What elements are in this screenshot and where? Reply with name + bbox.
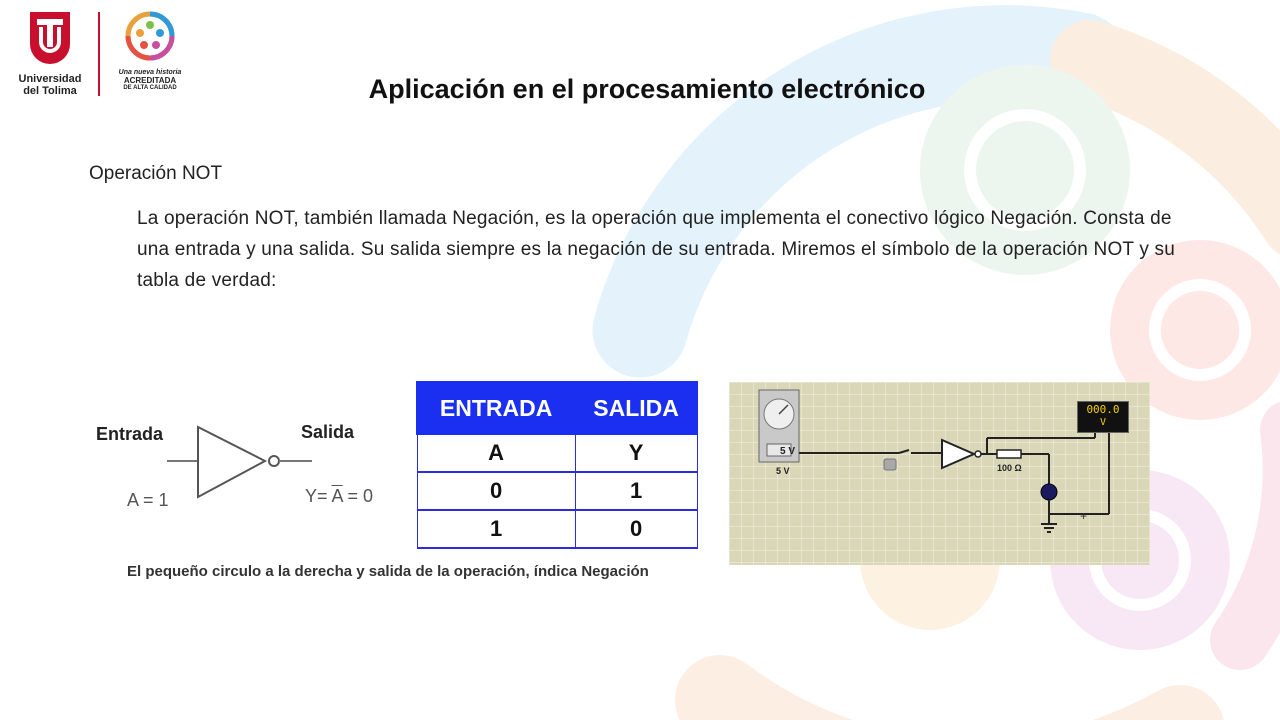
accreditation-emblem-icon	[124, 10, 176, 62]
gate-output-equation	[305, 486, 373, 507]
university-name-line1: Universidad	[18, 73, 82, 85]
voltmeter-display	[1077, 401, 1129, 433]
table-row	[417, 472, 697, 510]
body-paragraph: La operación NOT, también llamada Negación, es la operación que implementa el conectivo lógico Negación. Consta de una entrada y una salida. Su salida siempre es la negación de su entrada. Miremos el símbolo de la operación NOT y su tabla de verdad:	[137, 208, 1176, 291]
sim-resistor-label: 100 Ω	[997, 463, 1022, 473]
sim-source-inner-label: 5 V	[780, 446, 796, 457]
gate-caption: El pequeño circulo a la derecha y salida de la operación, índica Negación	[127, 563, 649, 580]
sim-source-value-label: 5 V	[776, 466, 790, 476]
table-row	[417, 434, 697, 472]
table-row	[417, 510, 697, 548]
truth-table-header-row	[417, 382, 697, 434]
section-subtitle: Operación NOT	[89, 163, 223, 184]
accreditation-line1: ACREDITADA	[123, 76, 177, 85]
ut-logo-icon	[28, 10, 72, 68]
voltmeter-value: 000.0	[1086, 403, 1120, 416]
gate-input-equation: A = 1	[127, 490, 169, 510]
voltmeter-unit: V	[1099, 417, 1107, 428]
switch-button	[884, 459, 896, 470]
gate-output-label: Salida	[301, 422, 355, 442]
output-eq-negated-var: $\overline{A}$	[331, 486, 343, 506]
gate-input-label: Entrada	[96, 424, 164, 444]
table-cell: A	[417, 434, 575, 472]
university-logo	[14, 10, 86, 102]
table-cell: Y	[575, 434, 697, 472]
gate-triangle	[198, 427, 265, 497]
truth-table	[416, 381, 698, 549]
accreditation-line2: DE ALTA CALIDAD	[123, 85, 177, 91]
university-name-line2: del Tolima	[23, 85, 77, 97]
logo-divider	[98, 12, 100, 96]
accreditation-tagline: Una nueva historia	[118, 69, 182, 76]
resistor	[997, 450, 1021, 458]
negation-circle	[269, 456, 279, 466]
table-cell: 1	[417, 510, 575, 548]
accreditation-logo	[110, 10, 190, 100]
plus-marker: +	[1080, 509, 1088, 523]
header-salida: SALIDA	[575, 382, 697, 434]
slide-title: Aplicación en el procesamiento electrónico	[368, 74, 926, 104]
table-cell: 0	[575, 510, 697, 548]
output-eq-prefix: Y=	[305, 486, 332, 506]
led-lamp-icon	[1041, 484, 1057, 500]
table-cell: 0	[417, 472, 575, 510]
header-entrada: ENTRADA	[417, 382, 575, 434]
table-cell: 1	[575, 472, 697, 510]
output-eq-suffix: = 0	[342, 486, 374, 506]
